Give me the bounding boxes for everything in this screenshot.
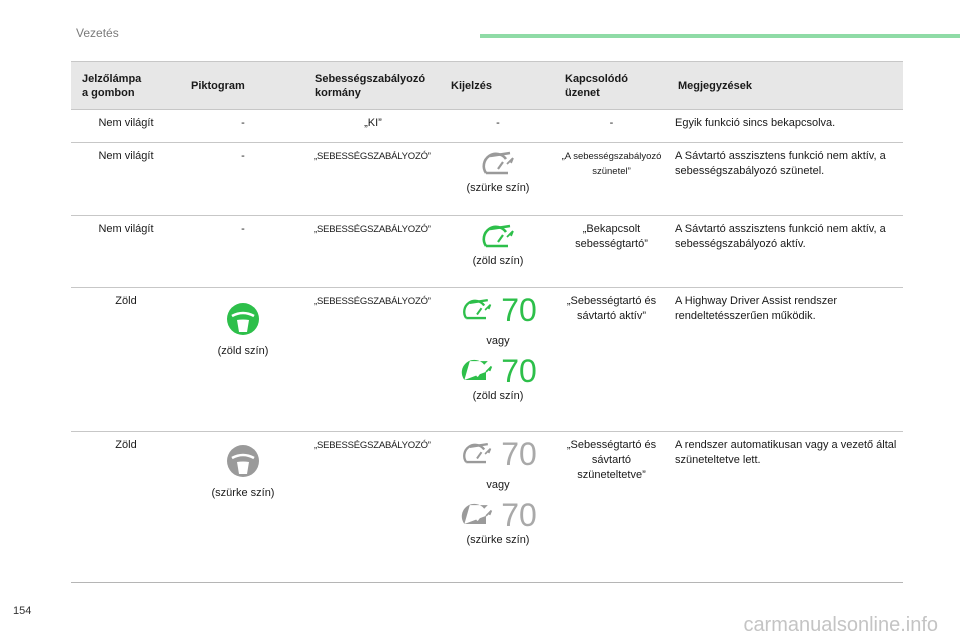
speed-value: 70 [501, 497, 537, 533]
cell-message: „Sebességtartó és sávtartó aktív” [555, 288, 668, 432]
cell-pictogram: - [181, 110, 305, 143]
cell-wheel: „SEBESSÉGSZABÁLYOZÓ” [305, 432, 441, 583]
watermark: carmanualsonline.info [743, 614, 938, 636]
cell-pictogram: - [181, 143, 305, 216]
speedometer-icon [459, 440, 495, 468]
cell-pictogram [181, 432, 305, 583]
speed-value: 70 [501, 292, 537, 328]
cell-wheel: „KI” [305, 110, 441, 143]
cell-pictogram: - [181, 216, 305, 288]
cell-lamp: Nem világít [71, 216, 181, 288]
display-caption: (zöld szín) [472, 390, 524, 402]
steering-wheel-icon [226, 444, 260, 478]
cell-lamp: Nem világít [71, 143, 181, 216]
display-caption: (zöld szín) [472, 255, 524, 267]
display-variant-filled [445, 355, 551, 387]
cell-wheel: „SEBESSÉGSZABÁLYOZÓ” [305, 288, 441, 432]
cell-wheel: „SEBESSÉGSZABÁLYOZÓ” [305, 143, 441, 216]
page-number: 154 [13, 605, 32, 617]
display-variant-outline [445, 438, 551, 470]
speedometer-icon [459, 357, 495, 385]
cell-display [441, 432, 555, 583]
cruise-control-table [71, 61, 903, 583]
cell-display [441, 288, 555, 432]
cell-display [441, 216, 555, 288]
cell-lamp: Nem világít [71, 110, 181, 143]
pictogram-caption: (zöld szín) [217, 345, 269, 357]
cell-lamp: Zöld [71, 288, 181, 432]
cell-wheel: „SEBESSÉGSZABÁLYOZÓ” [305, 216, 441, 288]
column-header-wheel: Sebességszabályozó kormány [305, 62, 441, 110]
column-header-message: Kapcsolódó üzenet [555, 62, 668, 110]
table-row [71, 432, 903, 583]
section-title: Vezetés [76, 26, 119, 40]
steering-wheel-icon [226, 302, 260, 336]
cell-note: A Sávtartó asszisztens funkció nem aktív, a sebességszabályozó szünetel. [668, 143, 903, 216]
column-header-notes: Megjegyzések [668, 62, 903, 110]
speedometer-icon [459, 296, 495, 324]
cell-note: Egyik funkció sincs bekapcsolva. [668, 110, 903, 143]
cell-message: „Sebességtartó és sávtartó szüneteltetve” [555, 432, 668, 583]
cell-note: A Highway Driver Assist rendszer rendeltetésszerűen működik. [668, 288, 903, 432]
column-header-lamp: Jelzőlámpa a gombon [71, 62, 181, 110]
or-label: vagy [486, 479, 510, 491]
column-header-display: Kijelzés [441, 62, 555, 110]
cell-pictogram [181, 288, 305, 432]
table-row [71, 288, 903, 432]
cell-display: - [441, 110, 555, 143]
display-caption: (szürke szín) [466, 534, 530, 546]
speedometer-icon [478, 149, 518, 179]
table-row [71, 143, 903, 216]
cell-lamp: Zöld [71, 432, 181, 583]
or-label: vagy [486, 335, 510, 347]
cell-message: - [555, 110, 668, 143]
table-header-row [71, 62, 903, 110]
display-caption: (szürke szín) [466, 182, 530, 194]
header-accent-bar [480, 34, 960, 38]
speed-value: 70 [501, 353, 537, 389]
display-variant-filled [445, 499, 551, 531]
speedometer-icon [459, 501, 495, 529]
cell-message: „Bekapcsolt sebességtartó” [555, 216, 668, 288]
table-row [71, 110, 903, 143]
speed-value: 70 [501, 436, 537, 472]
column-header-pictogram: Piktogram [181, 62, 305, 110]
cell-note: A rendszer automatikusan vagy a vezető által szüneteltetve lett. [668, 432, 903, 583]
display-variant-outline [445, 294, 551, 326]
cell-display [441, 143, 555, 216]
speedometer-icon [478, 222, 518, 252]
pictogram-caption: (szürke szín) [211, 487, 275, 499]
cell-message: „A sebességszabályozó szünetel” [555, 143, 668, 216]
table-row [71, 216, 903, 288]
cell-note: A Sávtartó asszisztens funkció nem aktív, a sebességszabályozó aktív. [668, 216, 903, 288]
